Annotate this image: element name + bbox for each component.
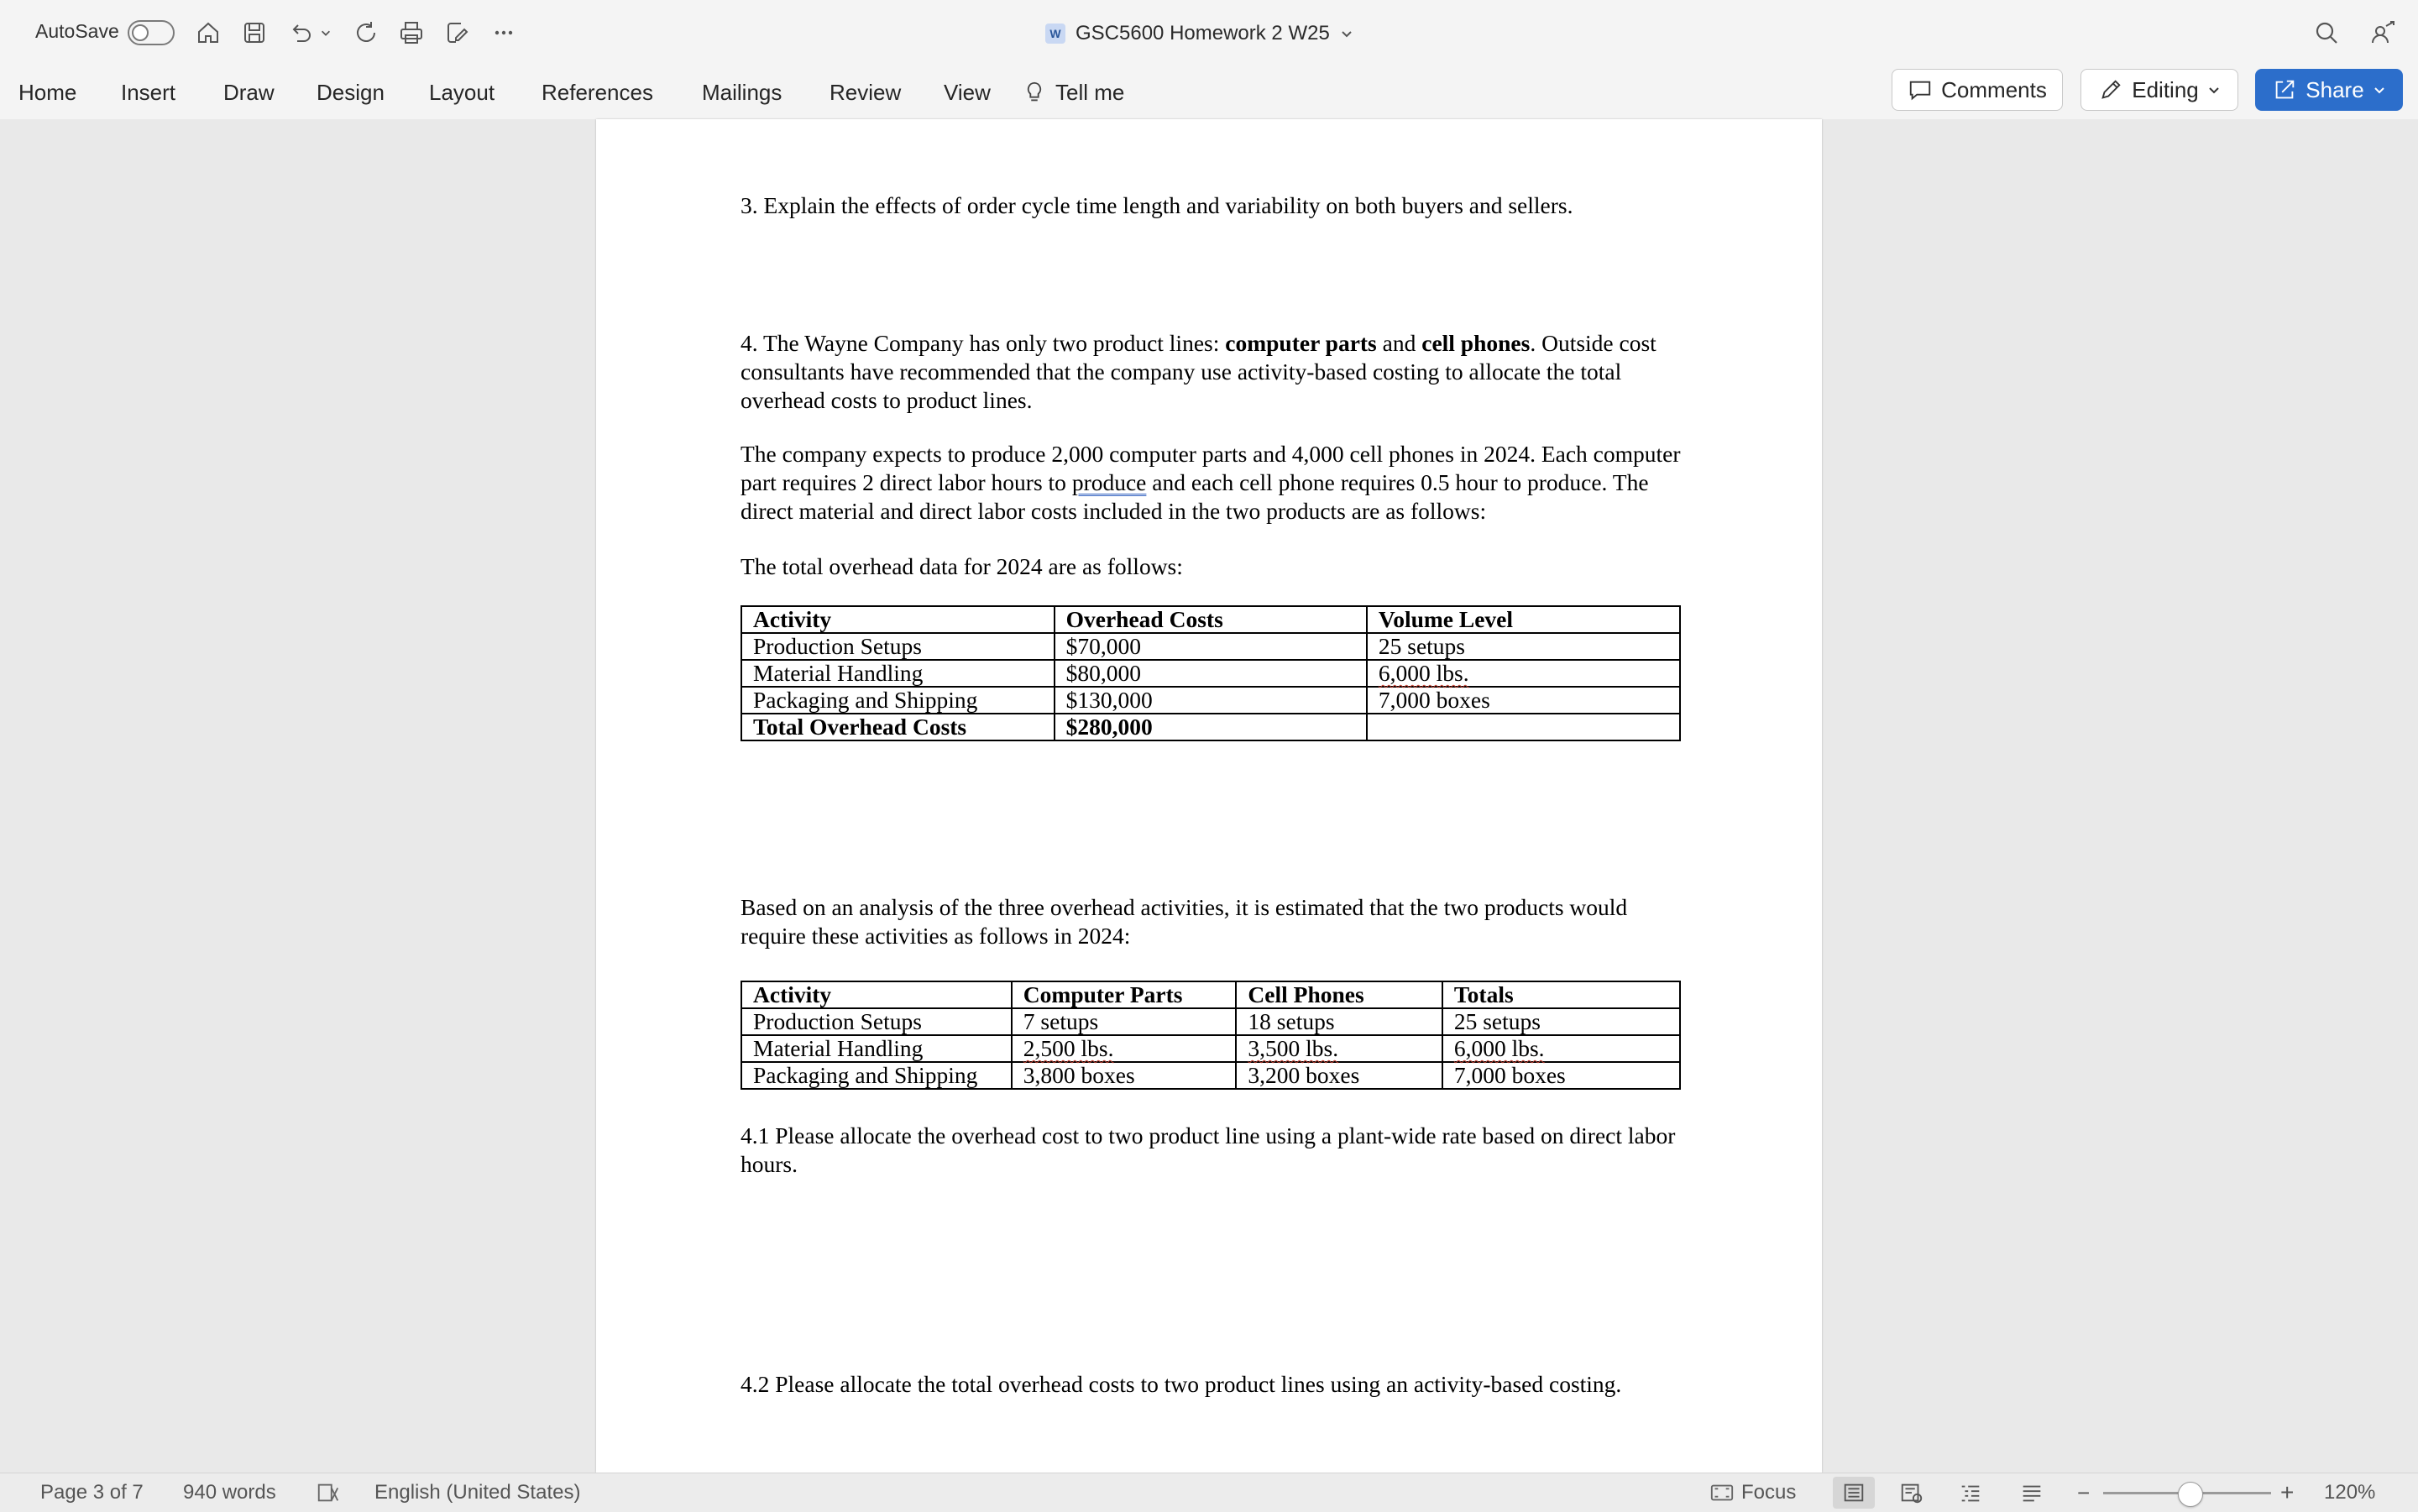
page-count[interactable]: Page 3 of 7 bbox=[40, 1481, 144, 1504]
web-layout-view-icon[interactable] bbox=[1891, 1477, 1933, 1509]
activity-table[interactable] bbox=[741, 981, 1681, 1090]
tell-me-search[interactable] bbox=[1022, 76, 1124, 109]
comment-icon bbox=[1908, 77, 1933, 102]
home-icon[interactable] bbox=[193, 17, 223, 49]
table-header-cell: Computer Parts bbox=[1012, 981, 1237, 1008]
draft-view-icon[interactable] bbox=[2011, 1477, 2053, 1509]
table-header-cell: Totals bbox=[1442, 981, 1680, 1008]
redo-icon[interactable] bbox=[351, 17, 381, 49]
autosave-label: AutoSave bbox=[35, 20, 119, 42]
language-indicator[interactable]: English (United States) bbox=[374, 1481, 581, 1504]
tab-design[interactable]: Design bbox=[317, 79, 385, 105]
tab-draw[interactable]: Draw bbox=[223, 79, 275, 105]
comments-button[interactable] bbox=[1892, 69, 2063, 111]
share-person-icon[interactable] bbox=[2368, 17, 2400, 49]
table-row bbox=[741, 660, 1680, 687]
q4-intro-mid: and bbox=[1376, 330, 1422, 356]
undo-dropdown-chevron-icon[interactable] bbox=[317, 17, 334, 49]
document-title-text: GSC5600 Homework 2 W25 bbox=[1076, 22, 1330, 44]
q4-product-computer-parts: computer parts bbox=[1225, 330, 1377, 356]
focus-label: Focus bbox=[1741, 1481, 1797, 1504]
table-cell: Material Handling bbox=[741, 660, 1055, 687]
tab-review[interactable]: Review bbox=[830, 79, 902, 105]
q4-intro-pre: 4. The Wayne Company has only two product lines: bbox=[741, 330, 1226, 356]
zoom-slider-thumb[interactable] bbox=[2178, 1482, 2203, 1507]
focus-icon bbox=[1709, 1480, 1735, 1505]
question-4-intro[interactable] bbox=[741, 329, 1681, 415]
print-layout-view-icon[interactable] bbox=[1833, 1477, 1875, 1509]
table-cell: 25 setups bbox=[1367, 633, 1680, 660]
word-document-icon: W bbox=[1045, 24, 1065, 44]
overhead-intro[interactable]: The total overhead data for 2024 are as follows: bbox=[741, 553, 1183, 579]
print-icon[interactable] bbox=[396, 17, 427, 49]
autosave-toggle[interactable] bbox=[128, 20, 175, 45]
analysis-intro[interactable]: Based on an analysis of the three overhead activities, it is estimated that the two products would require these activities as follows in 2024: bbox=[741, 894, 1628, 949]
chevron-down-icon bbox=[1340, 27, 1353, 40]
undo-icon[interactable] bbox=[285, 17, 316, 49]
table-cell: 3,500 lbs. bbox=[1236, 1035, 1442, 1062]
tab-references[interactable]: References bbox=[542, 79, 653, 105]
table-row bbox=[741, 687, 1680, 714]
table-cell: Material Handling bbox=[741, 1035, 1012, 1062]
document-title[interactable] bbox=[1045, 18, 1353, 49]
share-icon bbox=[2272, 77, 2297, 102]
proofing-icon[interactable] bbox=[316, 1480, 341, 1505]
save-icon[interactable] bbox=[239, 17, 270, 49]
table-cell bbox=[1367, 714, 1680, 740]
table-header-cell: Volume Level bbox=[1367, 606, 1680, 633]
ribbon bbox=[0, 67, 2418, 120]
question-3[interactable]: 3. Explain the effects of order cycle time length and variability on both buyers and sellers. bbox=[741, 192, 1573, 218]
question-4-2[interactable]: 4.2 Please allocate the total overhead costs to two product lines using an activity-based costing. bbox=[741, 1371, 1622, 1397]
table-total-row bbox=[741, 714, 1680, 740]
table-cell: Packaging and Shipping bbox=[741, 687, 1055, 714]
table-cell: 7,000 boxes bbox=[1442, 1062, 1680, 1089]
table-cell: 6,000 lbs. bbox=[1367, 660, 1680, 687]
table-cell: 25 setups bbox=[1442, 1008, 1680, 1035]
share-label: Share bbox=[2305, 76, 2364, 102]
table-row bbox=[741, 633, 1680, 660]
table-cell: 2,500 lbs. bbox=[1012, 1035, 1237, 1062]
q4-product-cell-phones: cell phones bbox=[1421, 330, 1531, 356]
edit-document-icon[interactable] bbox=[442, 17, 473, 49]
q4-expect-post: and each cell phone requires 0.5 hour to produce. The direct material and direct labor costs included in the two products are as follows: bbox=[741, 469, 1649, 524]
zoom-level[interactable]: 120% bbox=[2324, 1481, 2376, 1504]
outline-view-icon[interactable] bbox=[1950, 1477, 1991, 1509]
table-cell: Production Setups bbox=[741, 1008, 1012, 1035]
zoom-in-button[interactable]: + bbox=[2280, 1479, 2295, 1505]
tab-mailings[interactable]: Mailings bbox=[702, 79, 782, 105]
table-cell: 3,800 boxes bbox=[1012, 1062, 1237, 1089]
table-row bbox=[741, 1008, 1680, 1035]
table-cell: $280,000 bbox=[1055, 714, 1367, 740]
table-cell: 18 setups bbox=[1236, 1008, 1442, 1035]
table-cell: 7,000 boxes bbox=[1367, 687, 1680, 714]
chevron-down-icon bbox=[2373, 83, 2386, 97]
table-cell: 7 setups bbox=[1012, 1008, 1237, 1035]
tab-home[interactable]: Home bbox=[18, 79, 77, 105]
share-button[interactable] bbox=[2255, 69, 2403, 111]
tab-insert[interactable]: Insert bbox=[121, 79, 176, 105]
table-cell: Packaging and Shipping bbox=[741, 1062, 1012, 1089]
table-header-row bbox=[741, 606, 1680, 633]
tell-me-label: Tell me bbox=[1055, 79, 1125, 105]
table-cell: $130,000 bbox=[1055, 687, 1367, 714]
table-cell: Production Setups bbox=[741, 633, 1055, 660]
table-cell: $80,000 bbox=[1055, 660, 1367, 687]
table-header-cell: Cell Phones bbox=[1236, 981, 1442, 1008]
document-canvas[interactable] bbox=[0, 119, 2418, 1473]
table-cell: Total Overhead Costs bbox=[741, 714, 1055, 740]
editing-mode-button[interactable] bbox=[2080, 69, 2238, 111]
focus-button[interactable] bbox=[1709, 1480, 1796, 1505]
grammar-flagged-word[interactable]: produce bbox=[1071, 469, 1147, 495]
table-cell: 6,000 lbs. bbox=[1442, 1035, 1680, 1062]
question-4-expectations[interactable] bbox=[741, 440, 1681, 526]
table-cell: $70,000 bbox=[1055, 633, 1367, 660]
tab-view[interactable]: View bbox=[944, 79, 991, 105]
lightbulb-icon bbox=[1022, 80, 1047, 105]
document-page[interactable] bbox=[596, 119, 1822, 1473]
table-cell: 3,200 boxes bbox=[1236, 1062, 1442, 1089]
editing-label: Editing bbox=[2132, 76, 2199, 102]
pencil-icon bbox=[2098, 77, 2123, 102]
title-bar bbox=[0, 0, 2418, 67]
zoom-out-button[interactable]: − bbox=[2077, 1479, 2091, 1505]
search-icon[interactable] bbox=[2311, 17, 2342, 49]
word-count[interactable]: 940 words bbox=[183, 1481, 276, 1504]
table-row bbox=[741, 1035, 1680, 1062]
chevron-down-icon bbox=[2207, 83, 2221, 97]
q4-expect-pre: The company expects to produce 2,000 computer parts and 4,000 cell phones in 2024. Each computer part requires 2 direct labor hours to bbox=[741, 441, 1681, 495]
question-4-1[interactable]: 4.1 Please allocate the overhead cost to two product line using a plant-wide rate based on direct labor hours. bbox=[741, 1122, 1676, 1177]
toggle-knob bbox=[132, 24, 149, 41]
tab-layout[interactable]: Layout bbox=[429, 79, 495, 105]
table-header-cell: Activity bbox=[741, 606, 1055, 633]
more-options-icon[interactable] bbox=[489, 17, 519, 49]
q4-intro-post: . Outside cost consultants have recommended that the company use activity-based costing to allocate the total overhead costs to product lines. bbox=[741, 330, 1656, 413]
comments-label: Comments bbox=[1941, 76, 2047, 102]
table-header-row bbox=[741, 981, 1680, 1008]
table-row bbox=[741, 1062, 1680, 1089]
table-header-cell: Activity bbox=[741, 981, 1012, 1008]
table-header-cell: Overhead Costs bbox=[1055, 606, 1367, 633]
status-bar bbox=[0, 1473, 2418, 1512]
overhead-table[interactable] bbox=[741, 605, 1681, 741]
